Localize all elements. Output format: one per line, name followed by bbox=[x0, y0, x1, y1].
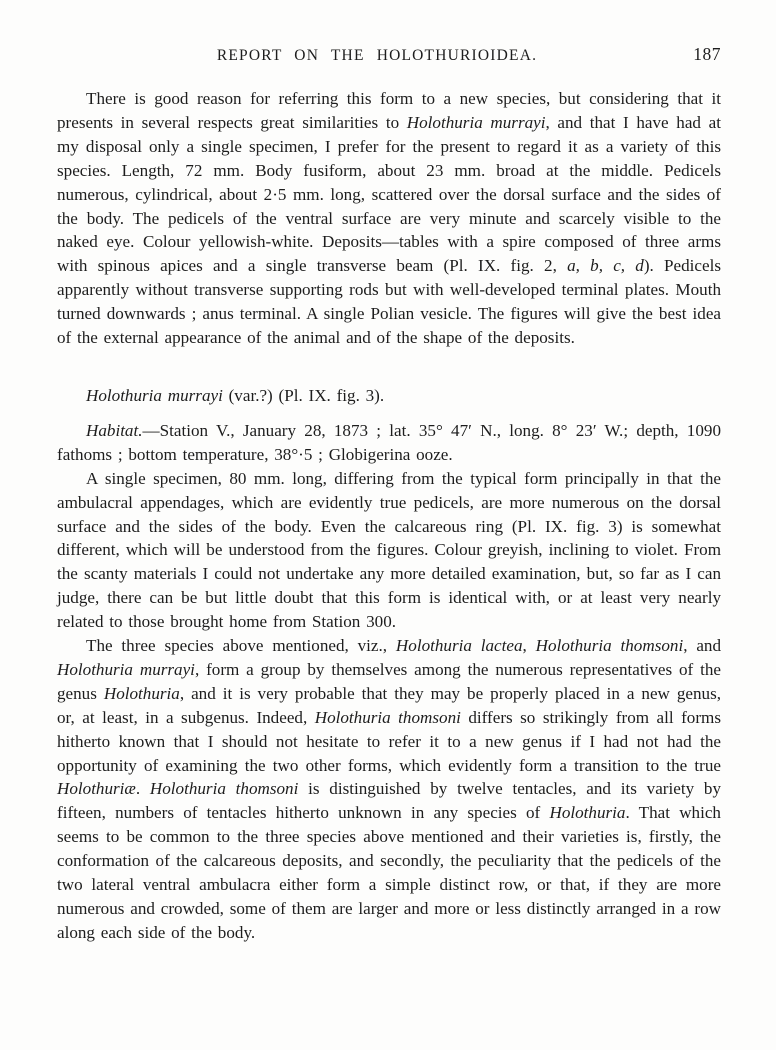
italic-text-run: Holothuria thomsoni bbox=[535, 636, 684, 656]
text-run: , and bbox=[683, 636, 722, 656]
text-run: differs so strikingly from all forms hitherto known that I should not hesitate to refer it to a new genus if I had not had the opportunity of examining the two other forms, which evidently form a transition to the true bbox=[57, 707, 721, 775]
italic-text-run: Holothuria murrayi bbox=[57, 659, 195, 679]
text-run: The three species above mentioned, viz., bbox=[86, 636, 396, 656]
italic-text-run: Holothuria murrayi bbox=[406, 112, 546, 132]
italic-text-run: Holothuria bbox=[103, 683, 180, 703]
text-run: , and that I have had at my disposal only a single specimen, I prefer for the present to regard it as a variety of this species. Length, 72 mm. Body fusiform, about 23 mm. broad at the middle. Pedicels numerous, cylindrical, about 2·5 mm. long, scattered over the dorsal surface and the sides of the body. The pedicels of the ventral surface are very minute and scarcely visible to the naked eye. Colour yellowish-white. Deposits—tables with a spire composed of three arms with spinous apices and a single transverse beam (Pl. IX. fig. 2, bbox=[57, 112, 721, 276]
text-run: (var.?) (Pl. IX. fig. 3). bbox=[222, 385, 385, 405]
text-run: , and it is very probable that they may be properly placed in a new genus, or, at least, in a subgenus. Indeed, bbox=[57, 683, 721, 727]
text-run: . bbox=[135, 779, 150, 799]
running-title: REPORT ON THE HOLOTHURIOIDEA. bbox=[216, 47, 538, 64]
italic-text-run: Holothuria thomsoni bbox=[149, 779, 299, 799]
text-run: . That which seems to be common to the three species above mentioned and their varieties is, firstly, the conformation of the calcareous deposits, and secondly, the peculiarity that the pedicels of the two lateral ventral ambulacra either form a simple distinct row, or that, if they are more numerous and crowded, some of them are larger and more or less distinctly arranged in a row along each side of the body. bbox=[57, 803, 721, 942]
text-run: ). Pedicels apparently without transverse supporting rods but with well-developed terminal plates. Mouth turned downwards ; anus terminal. A single Polian vesicle. The figures will give the best idea of the external appearance of the animal and of the shape of the deposits. bbox=[57, 256, 721, 348]
page-header bbox=[57, 44, 721, 65]
text-run: is distinguished by twelve tentacles, and its variety by fifteen, numbers of tentacles hitherto unknown in any species of bbox=[57, 779, 721, 823]
paragraph-discussion bbox=[57, 634, 721, 945]
text-run: , form a group by themselves among the numerous representatives of the genus bbox=[57, 659, 721, 703]
species-heading bbox=[57, 384, 721, 408]
italic-text-run: Holothuriæ bbox=[57, 779, 136, 799]
paragraph-habitat bbox=[57, 419, 721, 467]
text-block bbox=[57, 44, 722, 945]
text-run: A single specimen, 80 mm. long, differing from the typical form principally in that the ambulacral appendages, which are evidently true pedicels, are more numerous on the dorsal surface and the sides of the body. Even the calcareous ring (Pl. IX. fig. 3) is somewhat different, which will be understood from the figures. Colour greyish, inclining to violet. From the scanty materials I could not undertake any more detailed examination, but, so far as I can judge, there can be but little doubt that this form is identical with, or at least very nearly related to those brought home from Station 300. bbox=[57, 468, 721, 632]
paragraph-specimen bbox=[57, 467, 721, 634]
italic-text-run: Holothuria thomsoni bbox=[314, 707, 461, 727]
text-run: —Station V., January 28, 1873 ; lat. 35° 47′ N., long. 8° 23′ W.; depth, 1090 fathoms ; bottom temperature, 38°·5 ; Globigerina ooze. bbox=[57, 420, 721, 464]
italic-text-run: a, b, c, d bbox=[567, 256, 644, 276]
text-run: , bbox=[522, 636, 536, 656]
page-number: 187 bbox=[693, 44, 721, 64]
italic-text-run: Holothuria murrayi bbox=[86, 385, 223, 405]
italic-text-run: Holothuria lactea bbox=[395, 636, 523, 656]
paragraph-intro bbox=[57, 87, 721, 350]
text-run: There is good reason for referring this form to a new species, but considering that it presents in several respects great similarities to bbox=[57, 89, 721, 132]
italic-text-run: Holothuria bbox=[549, 803, 626, 823]
italic-text-run: Habitat. bbox=[86, 420, 143, 440]
